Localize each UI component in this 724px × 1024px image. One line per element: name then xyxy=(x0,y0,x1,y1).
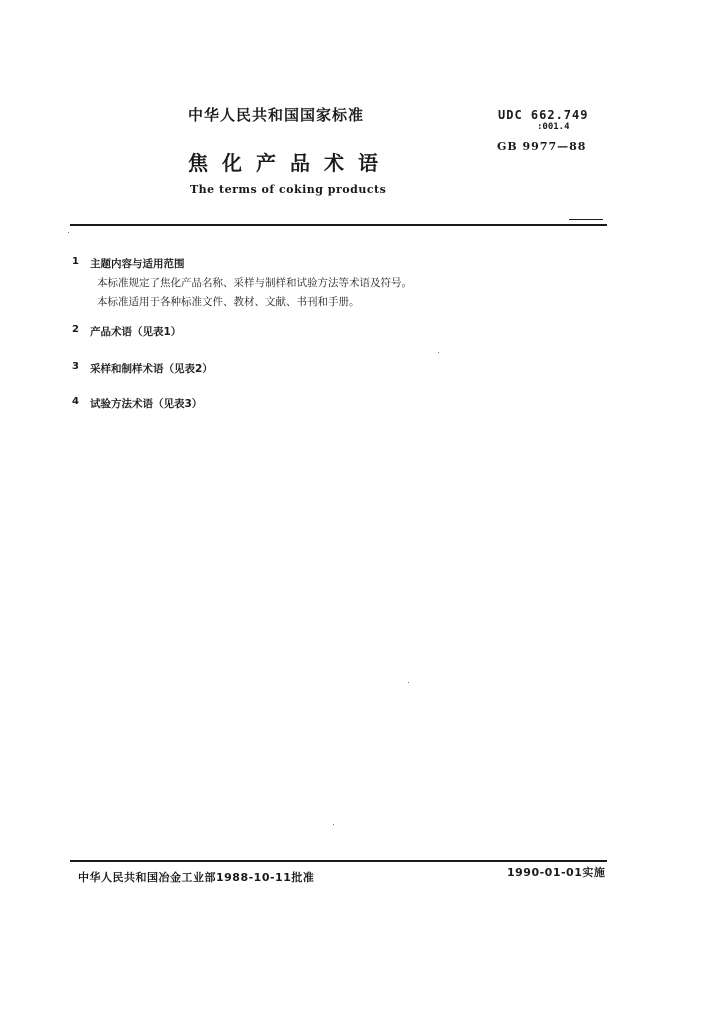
section-number: 1 xyxy=(72,256,79,267)
scan-speck xyxy=(68,232,69,233)
section-number: 3 xyxy=(72,361,79,372)
document-title-en: The terms of coking products xyxy=(190,183,387,196)
standard-name: 中华人民共和国国家标准 xyxy=(188,106,365,124)
approval-info: 中华人民共和国冶金工业部1988-10-11批准 xyxy=(78,871,315,884)
scan-speck xyxy=(408,682,409,683)
scan-speck xyxy=(438,352,439,353)
section-number: 4 xyxy=(72,396,79,407)
section-number: 2 xyxy=(72,324,79,335)
document-title-cn: 焦化产品术语 xyxy=(188,151,392,175)
section-title-test-method-terms: 试验方法术语（见表3） xyxy=(90,398,203,410)
section-title-sampling-terms: 采样和制样术语（见表2） xyxy=(90,363,213,375)
header-rule xyxy=(70,224,607,226)
section-title-scope: 主题内容与适用范围 xyxy=(90,258,185,270)
effective-date: 1990-01-01实施 xyxy=(507,866,606,879)
section-paragraph: 本标准规定了焦化产品名称、采样与制样和试验方法等术语及符号。 xyxy=(97,277,412,289)
udc-code-suffix: :001.4 xyxy=(537,122,570,132)
section-paragraph: 本标准适用于各种标准文件、教材、文献、书刊和手册。 xyxy=(97,296,360,308)
header-rule-accent xyxy=(569,219,603,220)
gb-number: GB 9977—88 xyxy=(497,140,587,153)
section-title-product-terms: 产品术语（见表1） xyxy=(90,326,182,338)
footer-rule xyxy=(70,860,607,862)
scan-speck xyxy=(333,824,334,825)
udc-code: UDC 662.749 xyxy=(498,108,589,122)
